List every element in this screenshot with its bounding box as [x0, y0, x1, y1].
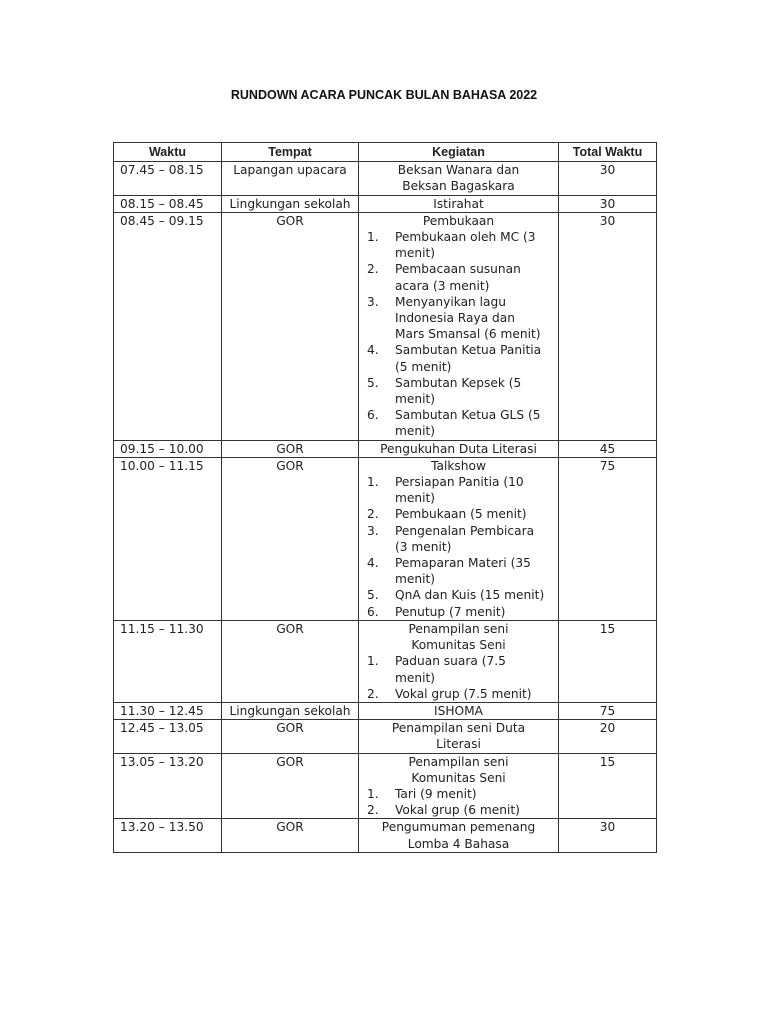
cell-total-time: 15: [559, 620, 657, 702]
cell-total-time: 20: [559, 720, 657, 753]
list-item-text: Penutup (7 menit): [395, 604, 506, 619]
cell-total-time: 15: [559, 753, 657, 819]
list-item: [365, 686, 552, 702]
list-item-number: 2.: [367, 803, 379, 818]
table-row: [114, 819, 657, 852]
list-item: [365, 342, 552, 374]
list-item-number: 6.: [367, 408, 379, 423]
list-item-number: 2.: [367, 686, 379, 701]
cell-activity: [359, 819, 559, 852]
list-item-number: 5.: [367, 588, 379, 603]
column-header-waktu: Waktu: [114, 143, 222, 162]
list-item: [365, 786, 552, 802]
list-item: [365, 294, 552, 343]
list-item-number: 4.: [367, 343, 379, 358]
list-item-text: Sambutan Ketua Panitia (5 menit): [395, 343, 542, 374]
list-item-text: Pembukaan oleh MC (3 menit): [395, 230, 536, 261]
list-item: [365, 587, 552, 603]
cell-activity: [359, 702, 559, 719]
activity-title: Istirahat: [433, 196, 484, 211]
cell-time: 11.30 – 12.45: [114, 702, 222, 719]
cell-time: 11.15 – 11.30: [114, 620, 222, 702]
list-item-text: Paduan suara (7.5 menit): [395, 654, 506, 685]
table-header-row: [114, 143, 657, 162]
list-item-number: 1.: [367, 786, 379, 801]
cell-place: GOR: [222, 620, 359, 702]
list-item: [365, 802, 552, 818]
cell-place: GOR: [222, 457, 359, 620]
document-title: RUNDOWN ACARA PUNCAK BULAN BAHASA 2022: [230, 88, 538, 102]
list-item-number: 2.: [367, 262, 379, 277]
list-item-text: Vokal grup (7.5 menit): [395, 686, 532, 701]
column-header-total-waktu: Total Waktu: [559, 143, 657, 162]
cell-total-time: 30: [559, 162, 657, 195]
list-item-text: Pembacaan susunan acara (3 menit): [395, 262, 521, 293]
cell-total-time: 30: [559, 195, 657, 212]
activity-sub-list: [365, 474, 552, 620]
list-item-text: Pemaparan Materi (35 menit): [395, 556, 531, 587]
cell-activity: [359, 620, 559, 702]
list-item-number: 5.: [367, 375, 379, 390]
table-row: [114, 212, 657, 440]
list-item-number: 6.: [367, 604, 379, 619]
list-item-number: 4.: [367, 556, 379, 571]
list-item: [365, 555, 552, 587]
activity-title: Penampilan seni Komunitas Seni: [408, 754, 509, 785]
list-item: [365, 261, 552, 293]
table-row: [114, 702, 657, 719]
activity-sub-list: [365, 786, 552, 818]
list-item-text: QnA dan Kuis (15 menit): [395, 588, 545, 603]
list-item-text: Persiapan Panitia (10 menit): [395, 475, 524, 506]
table-row: [114, 457, 657, 620]
list-item: [365, 229, 552, 261]
activity-title: Pengukuhan Duta Literasi: [380, 441, 537, 456]
cell-time: 08.15 – 08.45: [114, 195, 222, 212]
list-item: [365, 506, 552, 522]
list-item-text: Vokal grup (6 menit): [395, 803, 520, 818]
activity-title: Penampilan seni Komunitas Seni: [408, 621, 509, 653]
table-row: [114, 440, 657, 457]
cell-place: Lingkungan sekolah: [222, 702, 359, 719]
cell-activity: [359, 457, 559, 620]
activity-title: Penampilan seni Duta Literasi: [391, 721, 526, 752]
cell-place: Lapangan upacara: [222, 162, 359, 195]
list-item: [365, 474, 552, 506]
cell-activity: [359, 440, 559, 457]
list-item-number: 2.: [367, 507, 379, 522]
list-item-text: Tari (9 menit): [395, 786, 477, 801]
list-item: [365, 653, 552, 685]
cell-activity: [359, 720, 559, 753]
cell-place: GOR: [222, 720, 359, 753]
activity-title: Beksan Wanara dan Beksan Bagaskara: [397, 163, 520, 194]
list-item-text: Pembukaan (5 menit): [395, 507, 527, 522]
rundown-table: [113, 142, 657, 853]
cell-place: GOR: [222, 753, 359, 819]
cell-place: Lingkungan sekolah: [222, 195, 359, 212]
cell-total-time: 30: [559, 819, 657, 852]
cell-time: 07.45 – 08.15: [114, 162, 222, 195]
cell-time: 12.45 – 13.05: [114, 720, 222, 753]
cell-total-time: 45: [559, 440, 657, 457]
list-item-text: Menyanyikan lagu Indonesia Raya dan Mars Smansal (6 menit): [395, 294, 541, 342]
activity-title: Pengumuman pemenang Lomba 4 Bahasa: [381, 820, 536, 851]
cell-time: 13.05 – 13.20: [114, 753, 222, 819]
cell-total-time: 30: [559, 212, 657, 440]
activity-sub-list: [365, 653, 552, 702]
cell-place: GOR: [222, 440, 359, 457]
cell-place: GOR: [222, 819, 359, 852]
list-item-text: Pengenalan Pembicara (3 menit): [395, 523, 535, 554]
activity-sub-list: [365, 229, 552, 440]
list-item-text: Sambutan Ketua GLS (5 menit): [395, 408, 541, 439]
table-row: [114, 720, 657, 753]
cell-activity: [359, 195, 559, 212]
list-item-text: Sambutan Kepsek (5 menit): [395, 375, 522, 407]
cell-time: 08.45 – 09.15: [114, 212, 222, 440]
list-item: [365, 407, 552, 439]
activity-title: ISHOMA: [434, 703, 483, 718]
list-item-number: 3.: [367, 294, 379, 309]
list-item-number: 1.: [367, 230, 379, 245]
cell-activity: [359, 162, 559, 195]
list-item-number: 1.: [367, 654, 379, 669]
cell-time: 09.15 – 10.00: [114, 440, 222, 457]
column-header-tempat: Tempat: [222, 143, 359, 162]
cell-time: 10.00 – 11.15: [114, 457, 222, 620]
table-row: [114, 162, 657, 195]
list-item: [365, 604, 552, 620]
table-row: [114, 753, 657, 819]
list-item-number: 1.: [367, 475, 379, 490]
table-row: [114, 195, 657, 212]
cell-total-time: 75: [559, 702, 657, 719]
list-item-number: 3.: [367, 523, 379, 538]
list-item: [365, 375, 552, 407]
table-body: [114, 162, 657, 853]
cell-activity: [359, 212, 559, 440]
table-row: [114, 620, 657, 702]
list-item: [365, 523, 552, 555]
cell-activity: [359, 753, 559, 819]
column-header-kegiatan: Kegiatan: [359, 143, 559, 162]
cell-place: GOR: [222, 212, 359, 440]
activity-title: Pembukaan: [422, 213, 495, 228]
activity-title: Talkshow: [431, 458, 486, 473]
cell-time: 13.20 – 13.50: [114, 819, 222, 852]
cell-total-time: 75: [559, 457, 657, 620]
